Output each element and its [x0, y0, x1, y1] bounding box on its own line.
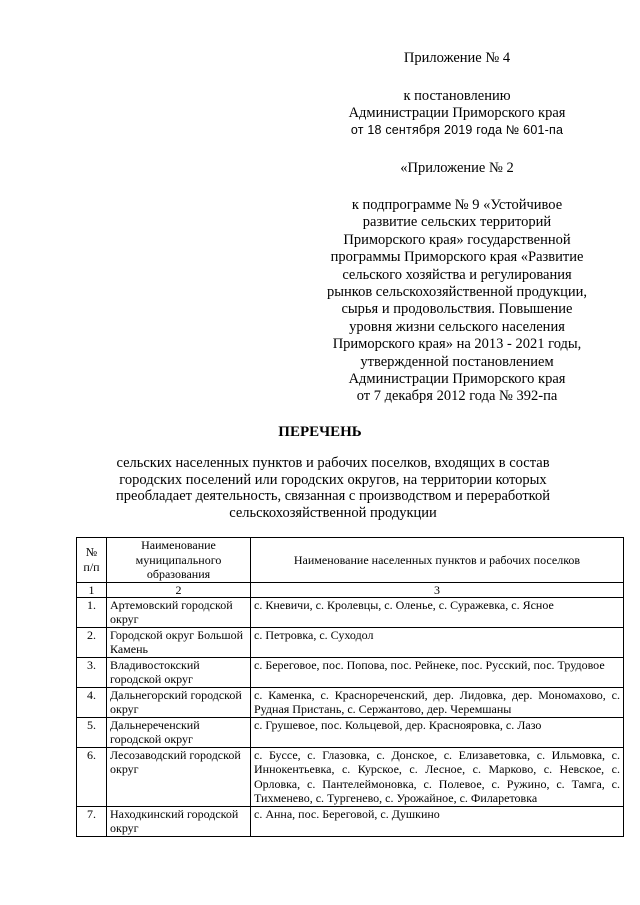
row-municipality: Лесозаводский городской округ — [107, 747, 251, 806]
table-row — [77, 687, 624, 717]
table-row — [77, 657, 624, 687]
row-number: 4. — [77, 687, 107, 717]
header-line: Приморского края» на 2013 - 2021 годы, — [332, 336, 582, 353]
row-settlements: с. Каменка, с. Краснореченский, дер. Лидовка, дер. Мономахово, с. Рудная Пристань, с. Сержантово, дер. Черемшаны — [251, 687, 624, 717]
column-number: 1 — [77, 582, 107, 597]
table-row — [77, 717, 624, 747]
table-row — [77, 806, 624, 836]
row-municipality: Городской округ Большой Камень — [107, 627, 251, 657]
row-settlements: с. Грушевое, пос. Кольцевой, дер. Краснояровка, с. Лазо — [251, 717, 624, 747]
header-line: к подпрограмме № 9 «Устойчивое — [351, 197, 563, 213]
row-number: 3. — [77, 657, 107, 687]
row-number: 5. — [77, 717, 107, 747]
row-settlements: с. Анна, пос. Береговой, с. Душкино — [251, 806, 624, 836]
row-municipality: Артемовский городской округ — [107, 597, 251, 627]
appendix2-title: «Приложение № 2 — [400, 160, 514, 176]
row-settlements: с. Береговое, пос. Попова, пос. Рейнеке, пос. Русский, пос. Трудовое — [251, 657, 624, 687]
to-resolution-line: к постановлению — [403, 88, 511, 104]
subtitle-line: городских поселений или городских округов, на территории которых — [119, 471, 547, 488]
subtitle-line: сельских населенных пунктов и рабочих поселков, входящих в состав — [116, 455, 550, 471]
table-row — [77, 597, 624, 627]
row-number: 1. — [77, 597, 107, 627]
row-municipality: Дальнегорский городской округ — [107, 687, 251, 717]
header-line: развитие сельских территорий — [362, 214, 552, 231]
header-line: сельского хозяйства и регулирования — [342, 266, 572, 283]
appendix-header — [292, 50, 622, 67]
document-subtitle — [100, 455, 566, 521]
row-municipality: Владивостокский городской округ — [107, 657, 251, 687]
header-line: рынков сельскохозяйственной продукции, — [327, 284, 587, 301]
subprogram-reference — [292, 197, 622, 406]
header-settlements: Наименование населенных пунктов и рабочих поселков — [251, 538, 624, 583]
document-title: ПЕРЕЧЕНЬ — [278, 424, 362, 440]
row-number: 2. — [77, 627, 107, 657]
header-line: уровня жизни сельского населения — [349, 318, 565, 335]
row-number: 7. — [77, 806, 107, 836]
appendix2-header — [292, 160, 622, 177]
table-row — [77, 627, 624, 657]
row-number: 6. — [77, 747, 107, 806]
administration-line: Администрации Приморского края — [348, 105, 566, 121]
header-line: сырья и продовольствия. Повышение — [341, 301, 573, 318]
header-line: Приморского края» государственной — [343, 231, 571, 248]
row-municipality: Находкинский городской округ — [107, 806, 251, 836]
appendix-title: Приложение № 4 — [403, 50, 511, 66]
column-number: 2 — [107, 582, 251, 597]
date-stamp: от 18 сентября 2019 года № 601-па — [350, 123, 564, 137]
column-numbers-row — [77, 582, 624, 597]
header-number: № п/п — [77, 538, 107, 583]
subtitle-line: преобладает деятельность, связанная с производством и переработкой — [116, 488, 550, 504]
row-settlements: с. Кневичи, с. Кролевцы, с. Оленье, с. Суражевка, с. Ясное — [251, 597, 624, 627]
row-settlements: с. Петровка, с. Суходол — [251, 627, 624, 657]
column-number: 3 — [251, 582, 624, 597]
row-municipality: Дальнереченский городской округ — [107, 717, 251, 747]
header-line: утвержденной постановлением — [360, 353, 554, 370]
header-line: от 7 декабря 2012 года № 392-па — [356, 388, 558, 405]
header-line: Администрации Приморского края — [348, 371, 566, 388]
header-line: программы Приморского края «Развитие — [330, 249, 584, 266]
table-header-row — [77, 538, 624, 583]
header-municipality: Наименование муниципального образования — [107, 538, 251, 583]
row-settlements: с. Буссе, с. Глазовка, с. Донское, с. Елизаветовка, с. Ильмовка, с. Иннокентьевка, с. Курское, с. Лесное, с. Марково, с. Невское, с. Орловка, с. Пантелеймоновка, с. Полевое, с. Ружино, с. Тамга, с. Тихменево, с. Тургенево, с. Урожайное, с. Филаретовка — [251, 747, 624, 806]
settlements-table — [76, 537, 624, 837]
resolution-reference — [292, 88, 622, 139]
table-row — [77, 747, 624, 806]
subtitle-line: сельскохозяйственной продукции — [229, 504, 437, 521]
